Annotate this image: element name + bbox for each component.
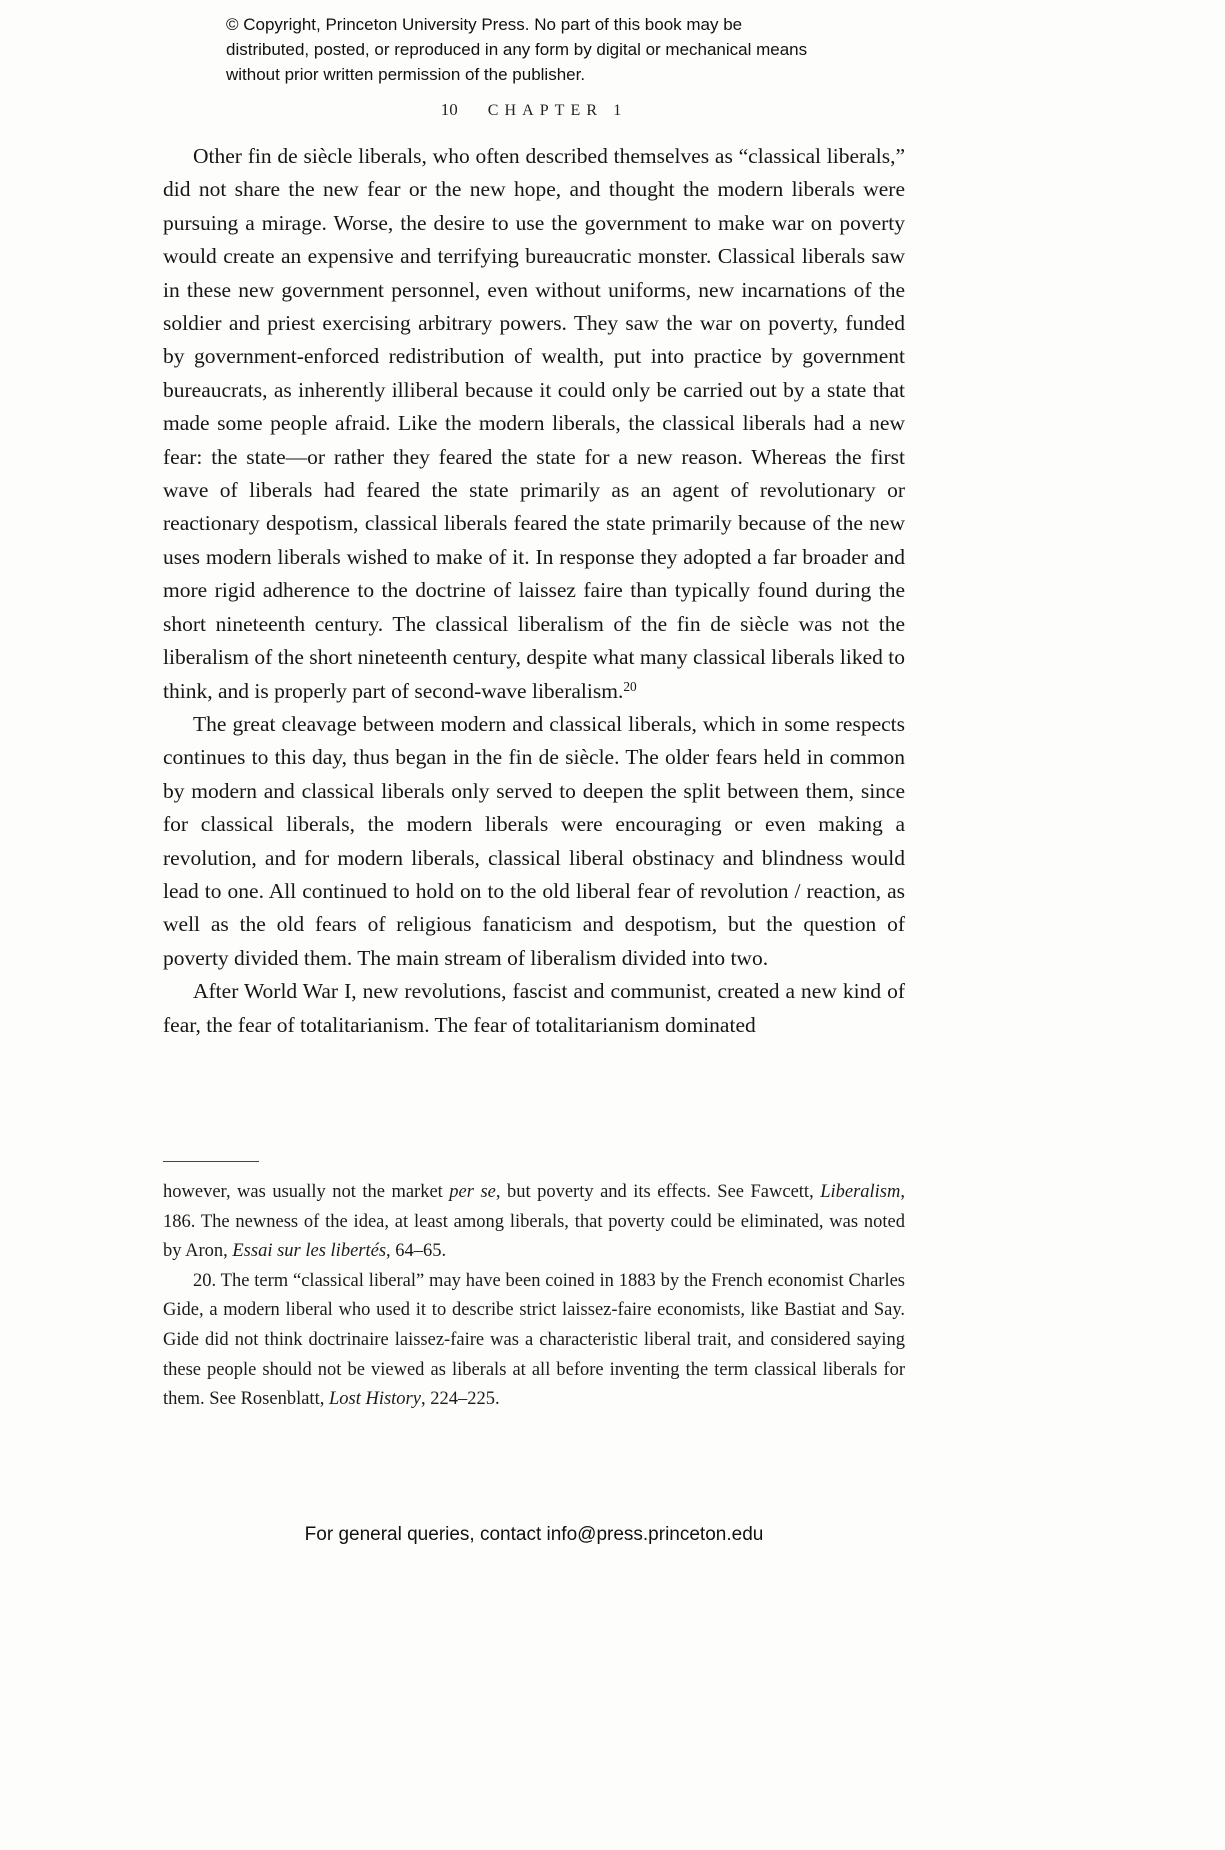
running-head bbox=[163, 100, 905, 120]
footnotes-block bbox=[163, 1178, 905, 1415]
footnote-separator-rule bbox=[163, 1161, 259, 1162]
footnote-continuation: however, was usually not the market per se, but poverty and its effects. See Fawcett, Liberalism, 186. The newness of the idea, at least among liberals, that poverty could be eliminated, was noted by Aron, Essai sur les libertés, 64–65. bbox=[163, 1182, 905, 1262]
page-number: 10 bbox=[440, 100, 458, 119]
chapter-label: CHAPTER 1 bbox=[487, 102, 628, 119]
paragraph-1: Other fin de siècle liberals, who often described themselves as “classical liberals,” did not share the new fear or the new hope, and thought the modern liberals were pursuing a mirage. Worse, the desire to use the government to make war on poverty would create an expensive and terrifying bureaucratic monster. Classical liberals saw in these new government personnel, even without uniforms, new incarnations of the soldier and priest exercising arbitrary powers. They saw the war on poverty, funded by government-enforced redistribution of wealth, put into practice by government bureaucrats, as inherently illiberal because it could only be carried out by a state that made some people afraid. Like the modern liberals, the classical liberals had a new fear: the state—or rather they feared the state for a new reason. Whereas the first wave of liberals had feared the state primarily as an agent of revolutionary or reactionary despotism, classical liberals feared the state primarily because of the new uses modern liberals wished to make of it. In response they adopted a far broader and more rigid adherence to the doctrine of laissez faire than typically found during the short nineteenth century. The classical liberalism of the fin de siècle was not the liberalism of the short nineteenth century, despite what many classical liberals liked to think, and is properly part of second-wave liberalism.$^{20}$ bbox=[163, 144, 905, 703]
copyright-notice: © Copyright, Princeton University Press. No part of this book may be distributed, posted, or reproduced in any form by digital or mechanical means without prior written permission of the publisher. bbox=[226, 15, 808, 84]
paragraph-3: After World War I, new revolutions, fascist and communist, created a new kind of fear, the fear of totalitarianism. The fear of totalitarianism dominated bbox=[163, 979, 905, 1037]
body-text bbox=[163, 140, 905, 1042]
footnote-20: 20. The term “classical liberal” may have been coined in 1883 by the French economist Charles Gide, a modern liberal who used it to describe strict laissez-faire economists, like Bastiat and Say. Gide did not think doctrinaire laissez-faire was a characteristic liberal trait, and considered saying these people should not be viewed as liberals at all before inventing the term classical liberals for them. See Rosenblatt, Lost History, 224–225. bbox=[163, 1270, 905, 1410]
page-footer: For general queries, contact info@press.princeton.edu bbox=[304, 1524, 764, 1545]
paragraph-2: The great cleavage between modern and classical liberals, which in some respects continues to this day, thus began in the fin de siècle. The older fears held in common by modern and classical liberals only served to deepen the split between them, since for classical liberals, the modern liberals were encouraging or even making a revolution, and for modern liberals, classical liberal obstinacy and blindness would lead to one. All continued to hold on to the old liberal fear of revolution / reaction, as well as the old fears of religious fanaticism and despotism, but the question of poverty divided them. The main stream of liberalism divided into two. bbox=[163, 711, 905, 970]
